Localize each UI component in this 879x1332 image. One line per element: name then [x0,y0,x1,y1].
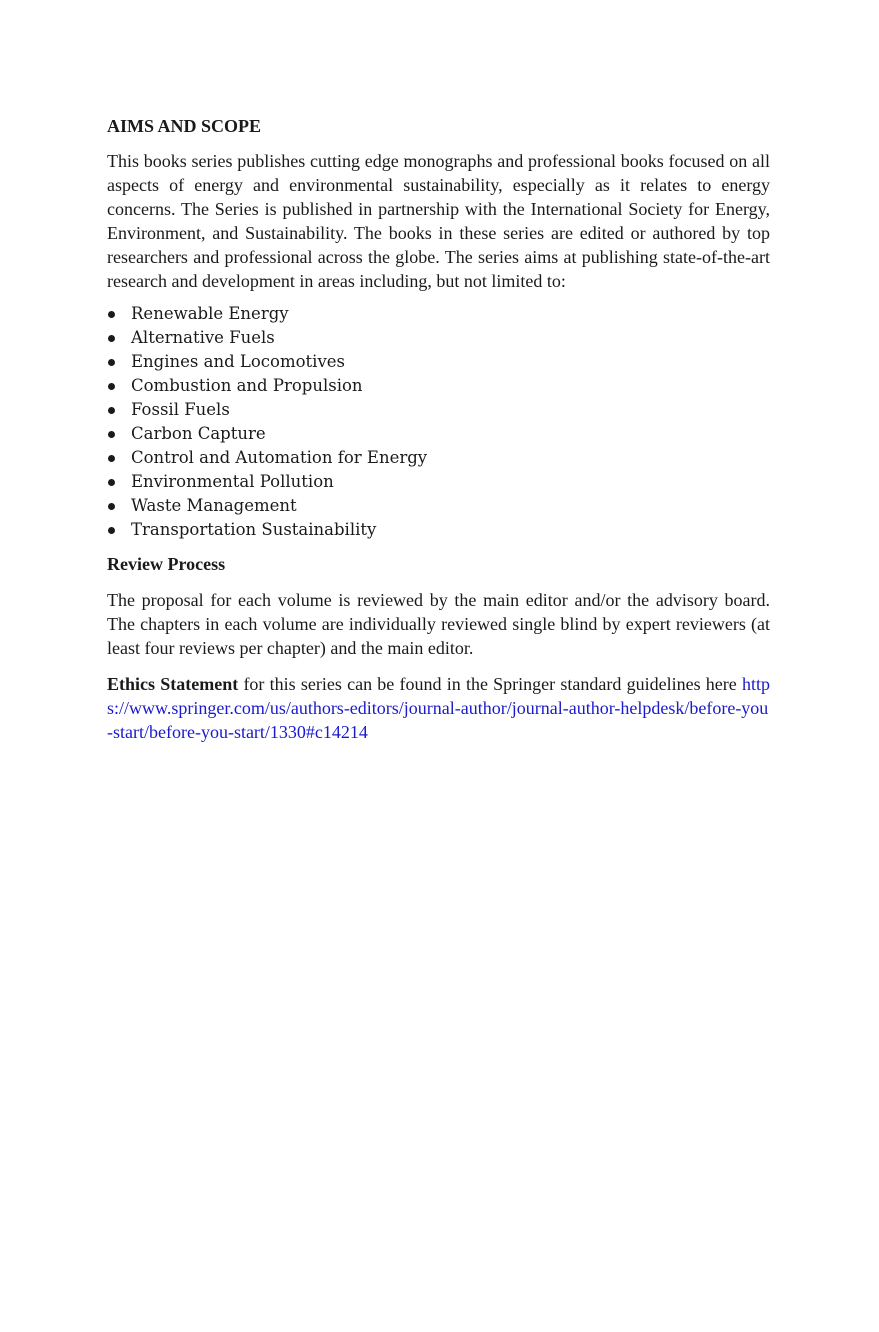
topic-label: Waste Management [131,496,297,515]
topic-label: Alternative Fuels [131,328,275,347]
list-item [107,326,770,350]
topic-label: Combustion and Propulsion [131,376,363,395]
topic-label: Engines and Locomotives [131,352,345,371]
bullet-icon [108,311,115,318]
bullet-icon [108,479,115,486]
page-content [107,114,770,744]
bullet-icon [108,383,115,390]
list-item [107,350,770,374]
list-item [107,446,770,470]
list-item [107,518,770,542]
bullet-icon [108,431,115,438]
bullet-icon [108,359,115,366]
ethics-guidelines-link[interactable]: https://www.springer.com/us/authors-editors/journal-author/journal-author-helpdesk/before-you-start/before-you-start/1330#c14214 [107,674,771,742]
topic-label: Renewable Energy [131,304,289,323]
bullet-icon [108,455,115,462]
list-item [107,470,770,494]
topic-label: Control and Automation for Energy [131,448,428,467]
review-paragraph: The proposal for each volume is reviewed by the main editor and/or the advisory board. The chapters in each volume are individually reviewed single blind by expert reviewers (at least four reviews per chapter) and the main editor. [107,590,770,658]
topic-label: Fossil Fuels [131,400,230,419]
list-item [107,422,770,446]
topic-label: Carbon Capture [131,424,266,443]
bullet-icon [108,335,115,342]
bullet-icon [108,407,115,414]
topic-label: Environmental Pollution [131,472,334,491]
topics-list [107,302,770,542]
list-item [107,398,770,422]
ethics-label: Ethics Statement [107,674,239,694]
ethics-paragraph [107,672,770,744]
ethics-text: for this series can be found in the Springer standard guidelines here [238,674,742,694]
bullet-icon [108,503,115,510]
review-title: Review Process [107,554,226,574]
bullet-icon [108,527,115,534]
list-item [107,302,770,326]
list-item [107,494,770,518]
topic-label: Transportation Sustainability [131,520,377,539]
list-item [107,374,770,398]
aims-paragraph: This books series publishes cutting edge monographs and professional books focused on all aspects of energy and environmental sustainability, especially as it relates to energy concerns. The Series is published in partnership with the International Society for Energy, Environment, and Sustainability. The books in these series are edited or authored by top researchers and professional across the globe. The series aims at publishing state-of-the-art research and development in areas including, but not limited to: [107,151,770,291]
aims-heading: AIMS AND SCOPE [107,116,262,136]
